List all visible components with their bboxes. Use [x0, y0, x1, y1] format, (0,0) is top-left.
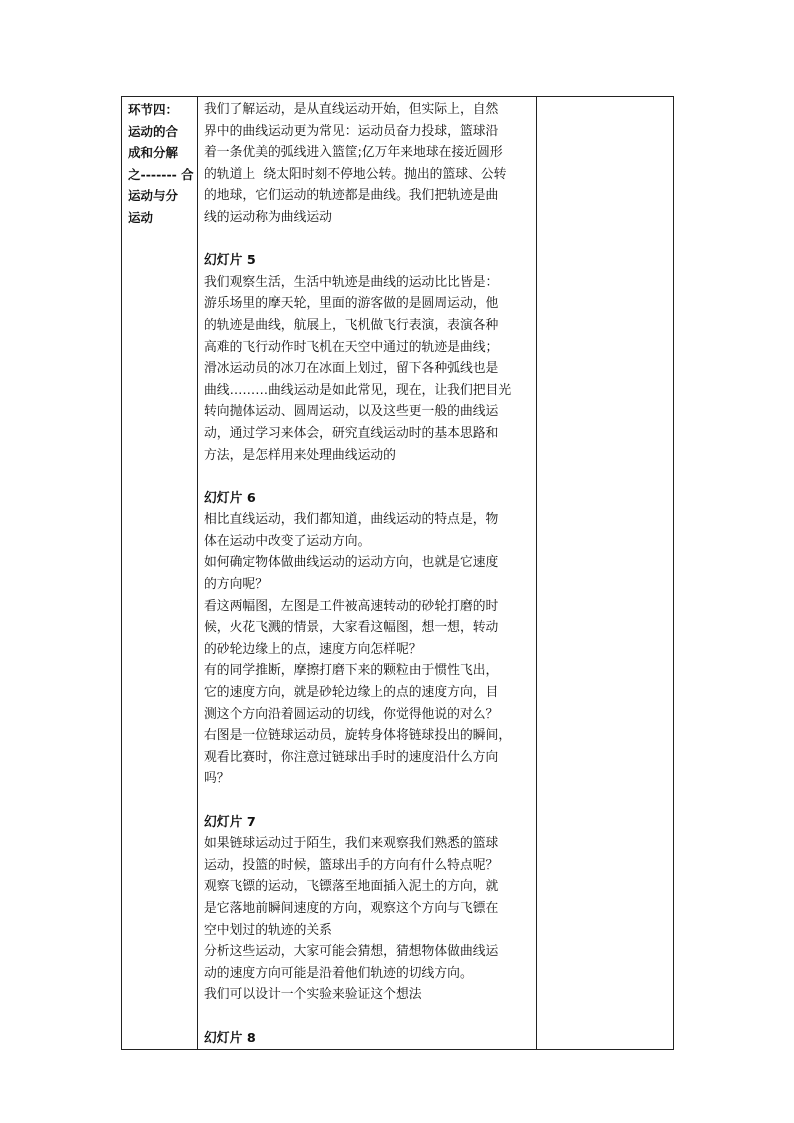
table-row [122, 97, 674, 1050]
slide-paragraph: 如果链球运动过于陌生，我们来观察我们熟悉的篮球 运动，投篮的时候，篮球出手的方向有什么特点呢？ [204, 836, 499, 873]
slide-paragraph: 观察飞镖的运动，飞镖落至地面插入泥土的方向，就 是它落地前瞬间速度的方向，观察这个方向与飞镖在 空中划过的轨迹的关系 [204, 879, 499, 938]
stage-cell [122, 97, 198, 1050]
slide-paragraph: 我们可以设计一个实验来验证这个想法 [204, 987, 422, 1003]
content-cell [198, 97, 537, 1050]
slide-paragraph: 如何确定物体做曲线运动的运动方向，也就是它速度 的方向呢？ [204, 555, 499, 593]
notes-cell [537, 97, 674, 1050]
slide-heading: 幻灯片 6 [204, 490, 256, 506]
slide-paragraph: 看这两幅图，左图是工件被高速转动的砂轮打磨的时 候，火花飞溅的情景，大家看这幅图，想一想，转动 的砂轮边缘上的点，速度方向怎样呢？ [204, 598, 499, 657]
slide-heading: 幻灯片 5 [204, 253, 256, 269]
slide-paragraph: 右图是一位链球运动员，旋转身体将链球投出的瞬间， 观看比赛时，你注意过链球出手时的速度沿什么方向 吗？ [204, 728, 512, 787]
slide-paragraph: 我们观察生活，生活中轨迹是曲线的运动比比皆是： 游乐场里的摩天轮，里面的游客做的是圆周运动，他 的轨迹是曲线，航展上，飞机做飞行表演，表演各种 高难的飞行动作时飞机在天空中通过的轨迹是曲线； 滑冰运动员的冰刀在冰面上划过，留下各种弧线也是 曲线………曲线运动是如此常见，现在，让我们把目光 转向抛体运动、圆周运动，以及这些更一般的曲线运 动，通过学习来体会，研究直线运动时的基本思路和 方法，是怎样用来处理曲线运动的 [204, 274, 512, 463]
intro-paragraph: 我们了解运动，是从直线运动开始，但实际上，自然 界中的曲线运动更为常见：运动员奋力投球，篮球沿 着一条优美的弧线进入篮筐;亿万年来地球在接近圆形 的轨道上 绕太阳时刻不停地公转。抛出的篮球、公转 的地球，它们运动的轨迹都是曲线。我们把轨迹是曲 线的运动称为曲线运动 [204, 102, 507, 225]
slide-heading: 幻灯片 8 [204, 1030, 256, 1046]
slide-paragraph: 有的同学推断，摩擦打磨下来的颗粒由于惯性飞出， 它的速度方向，就是砂轮边缘上的点的速度方向，目 测这个方向沿着圆运动的切线，你觉得他说的对么？ [204, 663, 499, 722]
slide-paragraph: 分析这些运动，大家可能会猜想，猜想物体做曲线运 动的速度方向可能是沿着他们轨迹的切线方向。 [204, 944, 499, 981]
content-body [198, 97, 536, 1049]
slide-paragraph: 相比直线运动，我们都知道，曲线运动的特点是，物 体在运动中改变了运动方向。 [204, 512, 499, 549]
stage-label: 环节四： 运动的合 成和分解 之------- 合 运动与分 运动 [128, 102, 194, 225]
lesson-plan-table [121, 96, 674, 1050]
slide-heading: 幻灯片 7 [204, 814, 256, 830]
